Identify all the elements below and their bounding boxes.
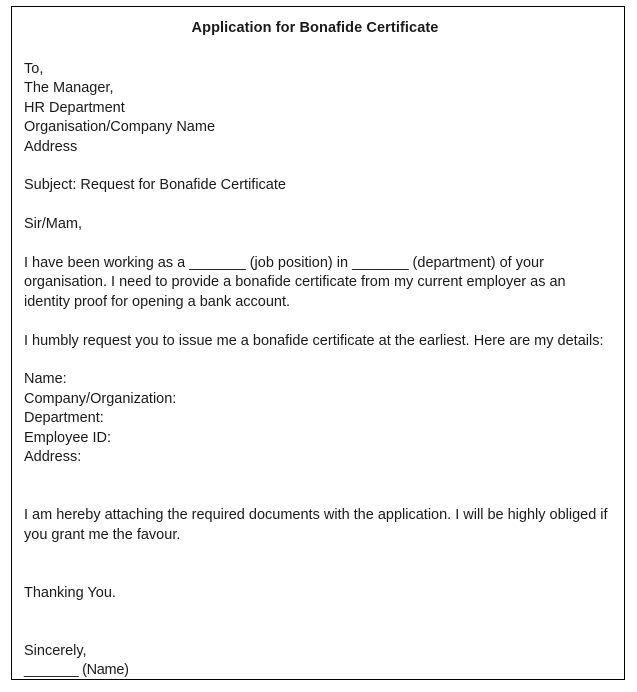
detail-field-company: Company/Organization: [24, 390, 177, 407]
subject-line: Subject: Request for Bonafide Certificate [24, 177, 286, 194]
body-paragraph-3: I am hereby attaching the required documents with the application. I will be highly obliged if you grant me the favour. [24, 507, 608, 543]
closing-sincerely: Sincerely, [24, 643, 87, 660]
signature-block [14, 642, 616, 680]
recipient-line: To, [24, 61, 44, 77]
document-border-frame [11, 6, 625, 680]
detail-field-employee-id: Employee ID: [24, 429, 112, 446]
detail-field-name: Name: [24, 371, 67, 388]
employee-details-list [14, 370, 616, 467]
detail-field-address: Address: [24, 449, 82, 466]
document-title: Application for Bonafide Certificate [191, 20, 439, 36]
detail-field-department: Department: [24, 410, 104, 427]
recipient-line: The Manager, [24, 80, 114, 97]
recipient-line: Organisation/Company Name [24, 119, 216, 136]
recipient-address-block [14, 60, 616, 157]
salutation: Sir/Mam, [24, 216, 82, 233]
recipient-line: HR Department [24, 99, 125, 116]
recipient-line: Address [24, 138, 78, 155]
body-paragraph-1: I have been working as a _______ (job position) in _______ (department) of your organisation. I need to provide a bonafide certificate from my current employer as an identity proof for opening a bank account. [24, 255, 566, 310]
signature-name-line: _______ (Name) [24, 662, 129, 679]
document-body [12, 19, 624, 680]
closing-thanks: Thanking You. [24, 584, 116, 601]
body-paragraph-2: I humbly request you to issue me a bonafide certificate at the earliest. Here are my details: [24, 332, 604, 349]
